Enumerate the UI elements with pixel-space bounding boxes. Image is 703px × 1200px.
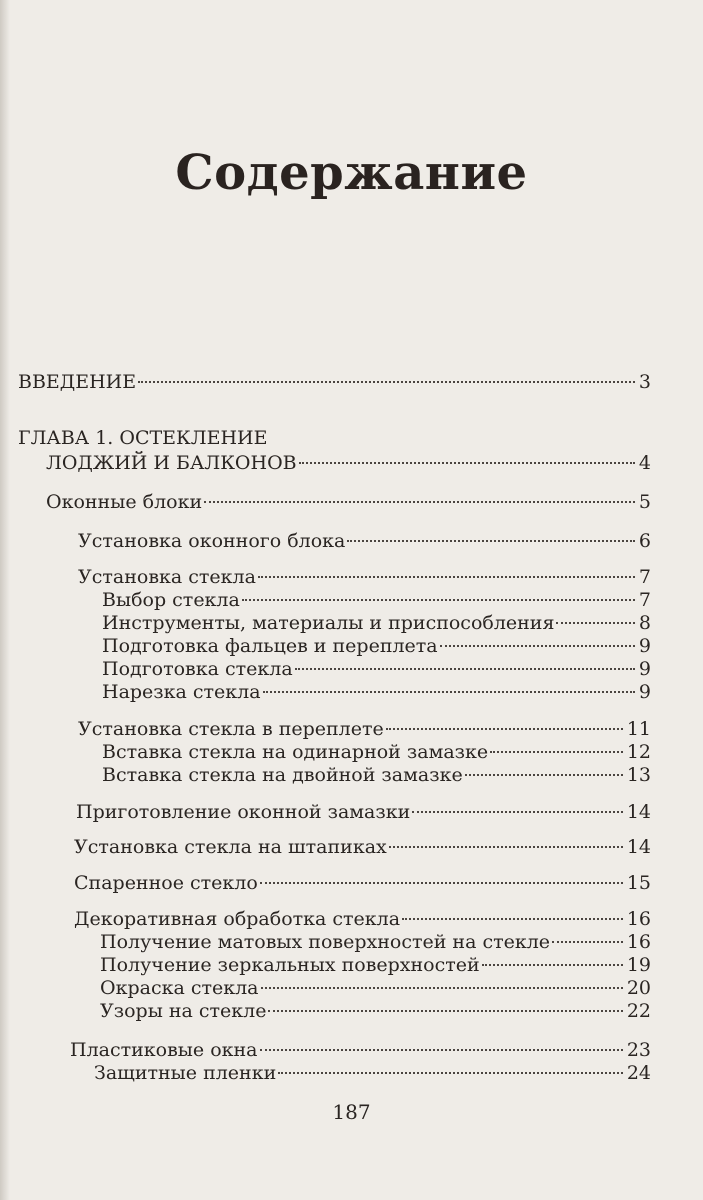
toc-entry-label: Установка оконного блока bbox=[78, 530, 346, 552]
toc-entry-page: 11 bbox=[626, 718, 651, 740]
dot-leader bbox=[412, 811, 623, 813]
dot-leader bbox=[242, 599, 635, 601]
dot-leader bbox=[204, 501, 635, 503]
toc-entry-page: 4 bbox=[638, 452, 651, 474]
page-title: Содержание bbox=[175, 145, 528, 201]
dot-leader bbox=[263, 691, 635, 693]
toc-chapter-heading: ГЛАВА 1. ОСТЕКЛЕНИЕ bbox=[18, 427, 268, 449]
toc-entry-glazing-beads[interactable] bbox=[74, 835, 651, 859]
toc-entry-page: 7 bbox=[638, 566, 651, 588]
toc-entry-page: 9 bbox=[638, 635, 651, 657]
toc-entry-label: Нарезка стекла bbox=[102, 681, 261, 703]
toc-entry-page: 24 bbox=[626, 1062, 651, 1084]
toc-entry-label: Вставка стекла на одинарной замазке bbox=[102, 741, 489, 763]
toc-entry-mirror[interactable] bbox=[100, 953, 651, 977]
toc-entry-glass-choice[interactable] bbox=[102, 588, 651, 612]
toc-entry-tools[interactable] bbox=[102, 611, 651, 635]
toc-entry-page: 8 bbox=[638, 612, 651, 634]
toc-entry-page: 14 bbox=[626, 836, 651, 858]
toc-entry-label: Инструменты, материалы и приспособления bbox=[102, 612, 555, 634]
toc-entry-label: Оконные блоки bbox=[46, 491, 203, 513]
toc-entry-page: 5 bbox=[638, 491, 651, 513]
toc-entry-double-putty[interactable] bbox=[102, 763, 651, 787]
dot-leader bbox=[465, 774, 623, 776]
toc-entry-label: Пластиковые окна bbox=[70, 1039, 258, 1061]
toc-entry-glass-in-sash[interactable] bbox=[78, 717, 651, 741]
toc-entry-label: ВВЕДЕНИЕ bbox=[18, 371, 137, 393]
toc-entry-matte[interactable] bbox=[100, 930, 651, 954]
toc-entry-page: 9 bbox=[638, 658, 651, 680]
toc-entry-label: Окраска стекла bbox=[100, 977, 259, 999]
toc-entry-glass-prep[interactable] bbox=[102, 657, 651, 681]
toc-entry-label: Подготовка фальцев и переплета bbox=[102, 635, 438, 657]
toc-entry-page: 12 bbox=[626, 741, 651, 763]
dot-leader bbox=[260, 1049, 623, 1051]
toc-entry-page: 3 bbox=[638, 371, 651, 393]
toc-entry-page: 16 bbox=[626, 908, 651, 930]
toc-entry-chapter-1[interactable] bbox=[46, 451, 651, 475]
toc-entry-label: Защитные пленки bbox=[94, 1062, 277, 1084]
dot-leader bbox=[299, 462, 635, 464]
toc-entry-window-block-install[interactable] bbox=[78, 529, 651, 553]
toc-entry-patterns[interactable] bbox=[100, 999, 651, 1023]
toc-entry-glass-install[interactable] bbox=[78, 565, 651, 589]
dot-leader bbox=[389, 846, 623, 848]
toc-entry-double-glass[interactable] bbox=[74, 871, 651, 895]
toc-entry-label: ЛОДЖИЙ И БАЛКОНОВ bbox=[46, 452, 297, 474]
toc-entry-label: Спаренное стекло bbox=[74, 872, 258, 894]
toc-entry-putty-making[interactable] bbox=[76, 800, 651, 824]
toc-entry-label: Декоративная обработка стекла bbox=[74, 908, 401, 930]
dot-leader bbox=[402, 918, 623, 920]
toc-entry-page: 15 bbox=[626, 872, 651, 894]
dot-leader bbox=[552, 941, 623, 943]
toc-entry-page: 9 bbox=[638, 681, 651, 703]
toc-entry-window-blocks[interactable] bbox=[46, 490, 651, 514]
toc-entry-page: 14 bbox=[626, 801, 651, 823]
toc-entry-page: 23 bbox=[626, 1039, 651, 1061]
toc-entry-label: Вставка стекла на двойной замазке bbox=[102, 764, 463, 786]
toc-entry-label: Установка стекла в переплете bbox=[78, 718, 384, 740]
toc-entry-plastic-windows[interactable] bbox=[70, 1038, 651, 1062]
toc-entry-decorative[interactable] bbox=[74, 907, 651, 931]
toc-entry-rebates-prep[interactable] bbox=[102, 634, 651, 658]
toc-entry-page: 19 bbox=[626, 954, 651, 976]
page-number: 187 bbox=[332, 1100, 371, 1124]
dot-leader bbox=[268, 1010, 622, 1012]
toc-entry-protective-films[interactable] bbox=[94, 1061, 651, 1085]
dot-leader bbox=[261, 987, 623, 989]
dot-leader bbox=[258, 576, 635, 578]
toc-entry-label: Установка стекла bbox=[78, 566, 256, 588]
dot-leader bbox=[440, 645, 635, 647]
toc-entry-label: Узоры на стекле bbox=[100, 1000, 267, 1022]
toc-entry-page: 20 bbox=[626, 977, 651, 999]
dot-leader bbox=[295, 668, 635, 670]
toc-entry-label: Выбор стекла bbox=[102, 589, 240, 611]
dot-leader bbox=[490, 751, 623, 753]
toc-entry-page: 6 bbox=[638, 530, 651, 552]
dot-leader bbox=[347, 540, 635, 542]
toc-entry-glass-cutting[interactable] bbox=[102, 680, 651, 704]
dot-leader bbox=[482, 964, 623, 966]
toc-entry-painting[interactable] bbox=[100, 976, 651, 1000]
toc-entry-label: Установка стекла на штапиках bbox=[74, 836, 387, 858]
toc-entry-page: 22 bbox=[626, 1000, 651, 1022]
dot-leader bbox=[556, 622, 634, 624]
toc-entry-label: Получение матовых поверхностей на стекле bbox=[100, 931, 551, 953]
dot-leader bbox=[278, 1072, 623, 1074]
dot-leader bbox=[386, 728, 623, 730]
toc-entry-label: Приготовление оконной замазки bbox=[76, 801, 411, 823]
toc-entry-page: 13 bbox=[626, 764, 651, 786]
toc-entry-label: Подготовка стекла bbox=[102, 658, 293, 680]
toc-entry-single-putty[interactable] bbox=[102, 740, 651, 764]
dot-leader bbox=[260, 882, 623, 884]
toc-entry-introduction[interactable] bbox=[18, 370, 651, 394]
dot-leader bbox=[138, 381, 635, 383]
toc-entry-label: Получение зеркальных поверхностей bbox=[100, 954, 480, 976]
toc-entry-page: 7 bbox=[638, 589, 651, 611]
toc-entry-page: 16 bbox=[626, 931, 651, 953]
